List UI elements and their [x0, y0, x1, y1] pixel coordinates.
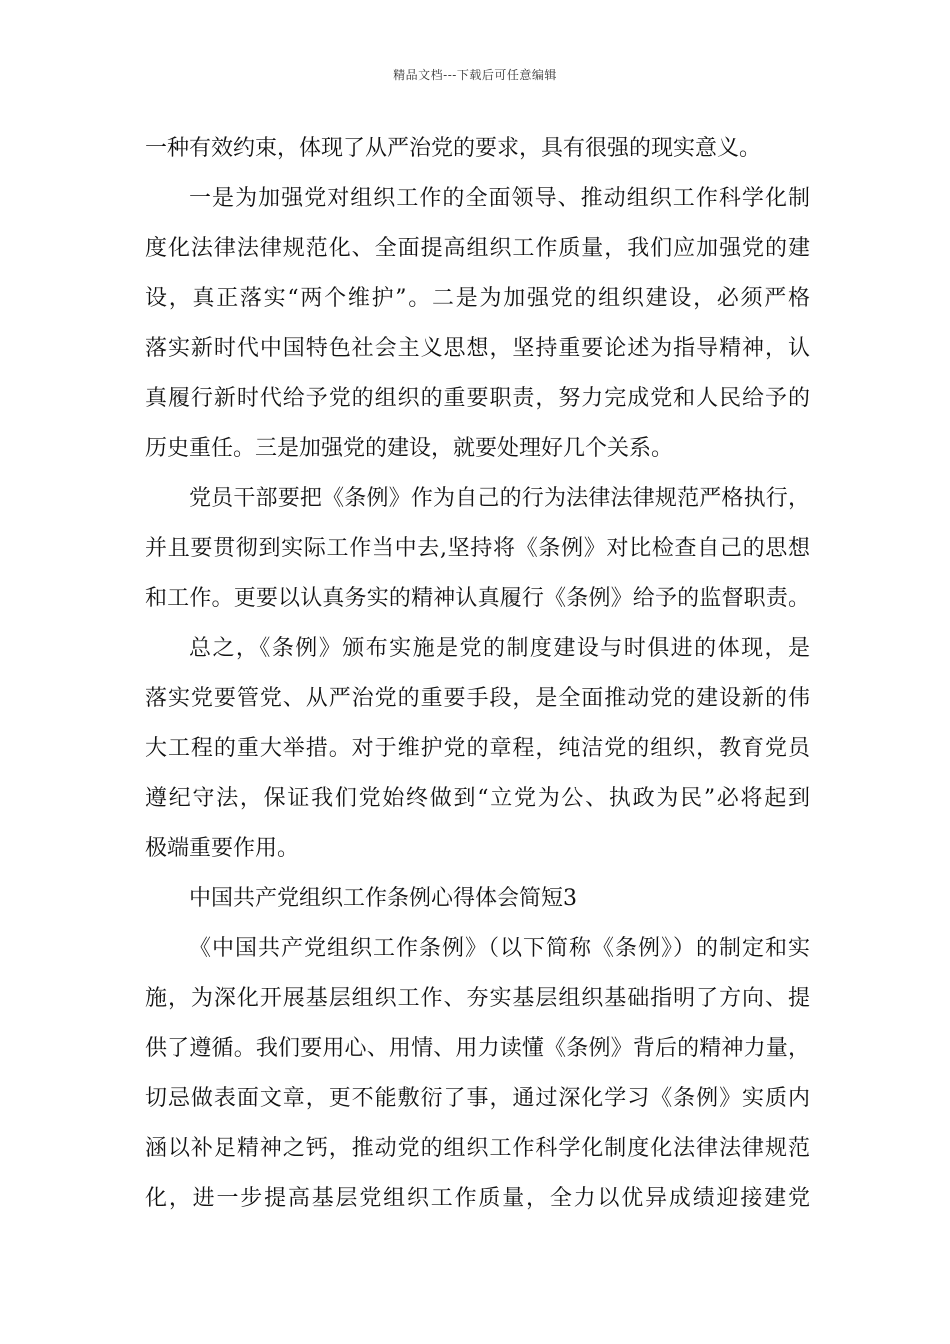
- text-line: 落实党要管党、从严治党的重要手段，是全面推动党的建设新的伟: [145, 686, 810, 711]
- text-line: 党员干部要把《条例》作为自己的行为法律法律规范严格执行，: [189, 486, 810, 511]
- text-line: 涵以补足精神之钙，推动党的组织工作科学化制度化法律法律规范: [145, 1136, 810, 1161]
- text-line: 供了遵循。我们要用心、用情、用力读懂《条例》背后的精神力量，: [145, 1036, 810, 1061]
- text-line: 切忌做表面文章，更不能敷衍了事，通过深化学习《条例》实质内: [145, 1086, 810, 1111]
- text-line: 一种有效约束，体现了从严治党的要求，具有很强的现实意义。: [145, 136, 762, 161]
- text-line: 度化法律法律规范化、全面提高组织工作质量，我们应加强党的建: [145, 236, 810, 261]
- document-body: [145, 124, 810, 1224]
- text-line: 极端重要作用。: [145, 836, 300, 861]
- text-line: 总之，《条例》颁布实施是党的制度建设与时俱进的体现，是: [189, 636, 810, 661]
- page-header: 精品文档---下载后可任意编辑: [393, 68, 557, 82]
- text-line: 真履行新时代给予党的组织的重要职责，努力完成党和人民给予的: [145, 386, 810, 411]
- text-line: 历史重任。三是加强党的建设，就要处理好几个关系。: [145, 436, 674, 461]
- text-line: 遵纪守法，保证我们党始终做到“立党为公、执政为民”必将起到: [145, 786, 810, 811]
- section-heading: 中国共产党组织工作条例心得体会简短3: [189, 886, 577, 911]
- text-line: 落实新时代中国特色社会主义思想，坚持重要论述为指导精神，认: [145, 336, 810, 361]
- text-line: 《中国共产党组织工作条例》（以下简称《条例》）的制定和实: [189, 936, 810, 961]
- text-line: 一是为加强党对组织工作的全面领导、推动组织工作科学化制: [189, 186, 810, 211]
- text-line: 大工程的重大举措。对于维护党的章程，纯洁党的组织，教育党员: [145, 736, 810, 761]
- text-line: 化，进一步提高基层党组织工作质量，全力以优异成绩迎接建党: [145, 1186, 810, 1211]
- text-line: 并且要贯彻到实际工作当中去,坚持将《条例》对比检查自己的思想: [145, 536, 810, 561]
- text-line: 设，真正落实“两个维护”。二是为加强党的组织建设，必须严格: [145, 286, 810, 311]
- text-line: 施，为深化开展基层组织工作、夯实基层组织基础指明了方向、提: [145, 986, 810, 1011]
- text-line: 和工作。更要以认真务实的精神认真履行《条例》给予的监督职责。: [145, 586, 810, 611]
